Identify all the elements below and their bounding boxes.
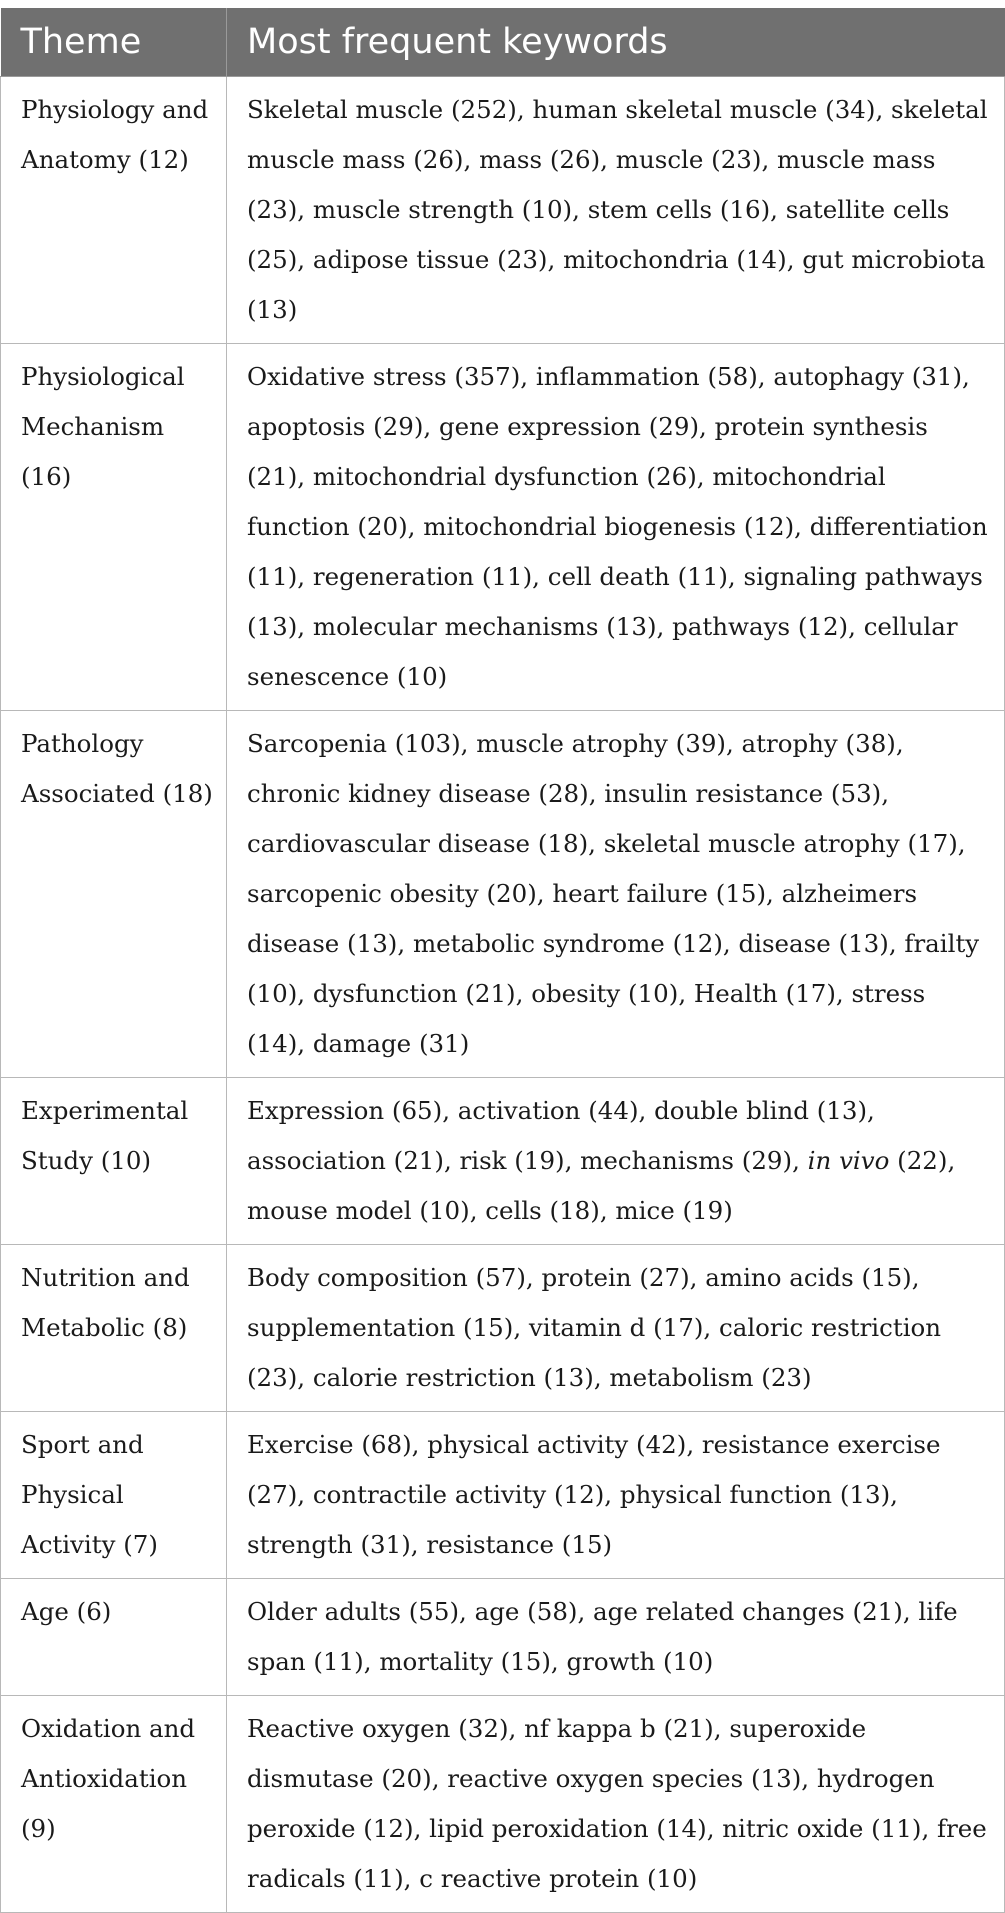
keyword: inflammation (58) [535, 362, 758, 391]
keyword: risk (19) [459, 1146, 565, 1175]
keyword: cellular senescence (10) [247, 612, 958, 691]
keyword: alzheimers disease (13) [247, 879, 918, 958]
keyword: association (21) [247, 1146, 444, 1175]
keyword: strength (31) [247, 1530, 411, 1559]
keyword: stem cells (16) [587, 195, 771, 224]
keyword: pathways (12) [672, 612, 849, 641]
keyword: satellite cells (25) [247, 195, 950, 274]
keywords-cell: Exercise (68), physical activity (42), resistance exercise (27), contractile activity (12), physical function (13), strength (31), resistance (15) [227, 1412, 1005, 1579]
keyword: double blind (13) [654, 1096, 868, 1125]
keyword: Expression (65) [247, 1096, 443, 1125]
keyword: calorie restriction (13) [312, 1363, 594, 1392]
table-row [1, 344, 1005, 711]
keyword: metabolic syndrome (12) [412, 929, 723, 958]
keyword: in vivo (22) [807, 1146, 948, 1175]
keyword: cell death (11) [547, 562, 728, 591]
keyword: mitochondrial function (20) [247, 462, 886, 541]
keyword: skeletal muscle mass (26) [247, 95, 988, 174]
keyword: hydrogen peroxide (12) [247, 1764, 935, 1843]
keyword: age related changes (21) [593, 1597, 903, 1626]
keyword: muscle strength (10) [312, 195, 573, 224]
keyword: caloric restriction (23) [247, 1313, 942, 1392]
keyword: reactive oxygen species (13) [447, 1764, 802, 1793]
keyword: mouse model (10) [247, 1196, 470, 1225]
table-row [1, 1245, 1005, 1412]
keyword: sarcopenic obesity (20) [247, 879, 537, 908]
table-row [1, 711, 1005, 1078]
keyword: muscle mass (23) [247, 145, 936, 224]
keyword: protein (27) [541, 1263, 690, 1292]
keyword: mass (26) [479, 145, 601, 174]
keyword: muscle atrophy (39) [476, 729, 726, 758]
keyword: mitochondria (14) [563, 245, 787, 274]
theme-cell: Pathology Associated (18) [1, 711, 227, 1078]
keywords-cell: Oxidative stress (357), inflammation (58), autophagy (31), apoptosis (29), gene expression (29), protein synthesis (21), mitochondrial dysfunction (26), mitochondrial function (20), mitochondrial biogenesis (12), differentiation (11), regeneration (11), cell death (11), signaling pathways (13), molecular mechanisms (13), pathways (12), cellular senescence (10) [227, 344, 1005, 711]
keyword: human skeletal muscle (34) [532, 95, 876, 124]
keyword: Sarcopenia (103) [247, 729, 461, 758]
keyword: age (58) [474, 1597, 578, 1626]
keyword: Oxidative stress (357) [247, 362, 521, 391]
theme-cell: Physiological Mechanism (16) [1, 344, 227, 711]
keyword: physical activity (42) [427, 1430, 687, 1459]
theme-cell: Sport and Physical Activity (7) [1, 1412, 227, 1579]
header-keywords: Most frequent keywords [227, 8, 1005, 77]
keyword: damage (31) [312, 1029, 470, 1058]
keyword: cells (18) [485, 1196, 600, 1225]
keyword: adipose tissue (23) [312, 245, 548, 274]
keyword: skeletal muscle atrophy (17) [603, 829, 958, 858]
keyword: contractile activity (12) [312, 1480, 605, 1509]
keyword: disease (13) [738, 929, 889, 958]
keyword: mitochondrial dysfunction (26) [312, 462, 697, 491]
keyword: mice (19) [615, 1196, 733, 1225]
table-header [1, 8, 1005, 77]
keyword: Health (17) [693, 979, 836, 1008]
keyword: molecular mechanisms (13) [312, 612, 657, 641]
keyword: insulin resistance (53) [604, 779, 882, 808]
keyword: signaling pathways (13) [247, 562, 983, 641]
keywords-cell: Skeletal muscle (252), human skeletal muscle (34), skeletal muscle mass (26), mass (26), muscle (23), muscle mass (23), muscle strength (10), stem cells (16), satellite cells (25), adipose tissue (23), mitochondria (14), gut microbiota (13) [227, 77, 1005, 344]
keyword: amino acids (15) [705, 1263, 912, 1292]
keyword: chronic kidney disease (28) [247, 779, 589, 808]
header-theme: Theme [1, 8, 227, 77]
keyword: c reactive protein (10) [419, 1864, 698, 1893]
keyword: differentiation (11) [247, 512, 988, 591]
keyword: metabolism (23) [609, 1363, 812, 1392]
table-row [1, 1696, 1005, 1913]
theme-cell: Physiology and Anatomy (12) [1, 77, 227, 344]
keyword: mitochondrial biogenesis (12) [423, 512, 795, 541]
keyword: stress (14) [247, 979, 926, 1058]
table-row [1, 1579, 1005, 1696]
keyword: protein synthesis (21) [247, 412, 928, 491]
keyword: cardiovascular disease (18) [247, 829, 589, 858]
keyword: growth (10) [566, 1647, 714, 1676]
table-row [1, 1412, 1005, 1579]
keyword: free radicals (11) [247, 1814, 987, 1893]
table-row [1, 1078, 1005, 1245]
header-row [1, 8, 1005, 77]
keyword: Skeletal muscle (252) [247, 95, 517, 124]
keyword: nf kappa b (21) [524, 1714, 714, 1743]
theme-cell: Oxidation and Antioxidation (9) [1, 1696, 227, 1913]
keyword: life span (11) [247, 1597, 958, 1676]
keyword: obesity (10) [531, 979, 679, 1008]
table-body [1, 77, 1005, 1913]
keyword: apoptosis (29) [247, 412, 424, 441]
keyword: gut microbiota (13) [247, 245, 986, 324]
keyword: frailty (10) [247, 929, 980, 1008]
keyword: gene expression (29) [438, 412, 700, 441]
keyword: activation (44) [457, 1096, 639, 1125]
keyword: resistance (15) [426, 1530, 613, 1559]
keyword: Older adults (55) [247, 1597, 460, 1626]
keyword: superoxide dismutase (20) [247, 1714, 867, 1793]
keyword: lipid peroxidation (14) [429, 1814, 707, 1843]
keywords-cell: Body composition (57), protein (27), amino acids (15), supplementation (15), vitamin d (17), caloric restriction (23), calorie restriction (13), metabolism (23) [227, 1245, 1005, 1412]
keyword: supplementation (15) [247, 1313, 514, 1342]
theme-cell: Nutrition and Metabolic (8) [1, 1245, 227, 1412]
keyword: Body composition (57) [247, 1263, 526, 1292]
keyword: autophagy (31) [773, 362, 963, 391]
keywords-cell: Reactive oxygen (32), nf kappa b (21), superoxide dismutase (20), reactive oxygen species (13), hydrogen peroxide (12), lipid peroxidation (14), nitric oxide (11), free radicals (11), c reactive protein (10) [227, 1696, 1005, 1913]
keyword: mechanisms (29) [580, 1146, 793, 1175]
keywords-table [0, 8, 1005, 1913]
keyword: muscle (23) [615, 145, 762, 174]
keywords-cell: Older adults (55), age (58), age related changes (21), life span (11), mortality (15), growth (10) [227, 1579, 1005, 1696]
theme-cell: Experimental Study (10) [1, 1078, 227, 1245]
keyword: Reactive oxygen (32) [247, 1714, 509, 1743]
keyword: resistance exercise (27) [247, 1430, 941, 1509]
keyword: physical function (13) [619, 1480, 891, 1509]
table-row [1, 77, 1005, 344]
keyword: vitamin d (17) [528, 1313, 704, 1342]
keyword: atrophy (38) [741, 729, 896, 758]
keyword: Exercise (68) [247, 1430, 412, 1459]
keywords-cell: Sarcopenia (103), muscle atrophy (39), atrophy (38), chronic kidney disease (28), insulin resistance (53), cardiovascular disease (18), skeletal muscle atrophy (17), sarcopenic obesity (20), heart failure (15), alzheimers disease (13), metabolic syndrome (12), disease (13), frailty (10), dysfunction (21), obesity (10), Health (17), stress (14), damage (31) [227, 711, 1005, 1078]
theme-cell: Age (6) [1, 1579, 227, 1696]
keyword: regeneration (11) [312, 562, 533, 591]
keyword: nitric oxide (11) [722, 1814, 922, 1843]
keywords-cell: Expression (65), activation (44), double blind (13), association (21), risk (19), mechanisms (29), in vivo (22), mouse model (10), cells (18), mice (19) [227, 1078, 1005, 1245]
keyword: mortality (15) [379, 1647, 551, 1676]
keyword: dysfunction (21) [312, 979, 516, 1008]
keyword: heart failure (15) [552, 879, 767, 908]
